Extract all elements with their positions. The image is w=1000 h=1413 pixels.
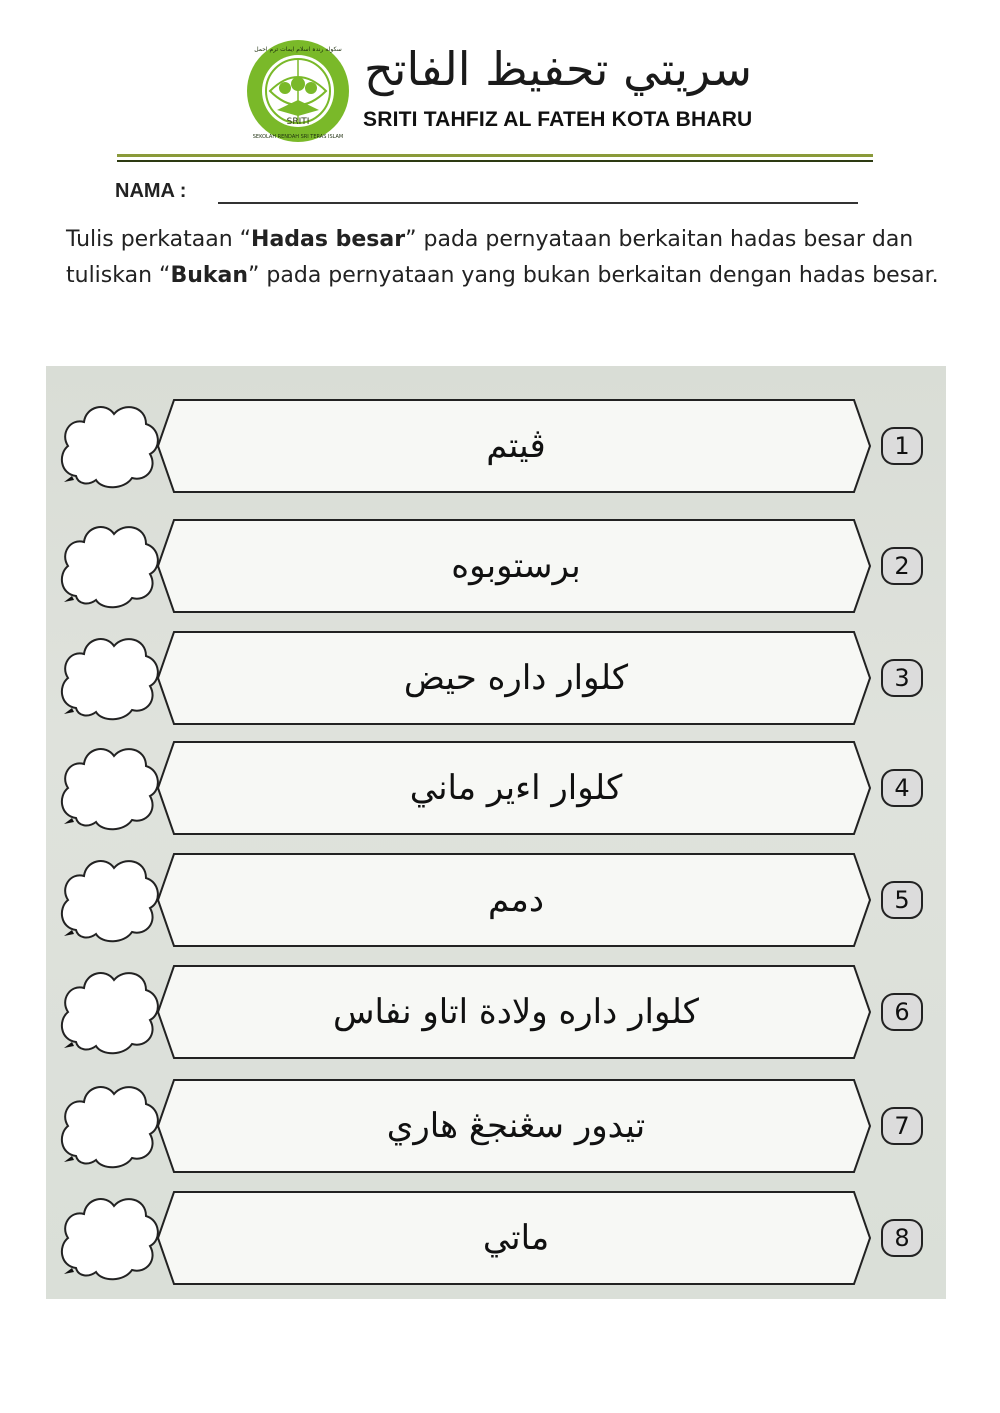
- logo-ring-text-latin: SEKOLAH RENDAH SRI TERAS ISLAM: [252, 134, 344, 140]
- statement-text: تيدور سڠنجڠ هاري: [386, 1106, 646, 1146]
- instructions-part1: Tulis perkataan “: [66, 227, 252, 252]
- answer-cloud-4[interactable]: [54, 738, 164, 838]
- instructions-bold-bukan: Bukan: [170, 263, 249, 288]
- worksheet-photo: [46, 366, 946, 1299]
- statement-row: [46, 738, 946, 838]
- statement-row: [46, 1076, 946, 1176]
- answer-cloud-3[interactable]: [54, 628, 164, 728]
- item-number: 5: [894, 886, 910, 914]
- item-number: 2: [894, 552, 910, 580]
- statement-text: كلوار داره حيض: [403, 658, 629, 698]
- item-number: 1: [894, 432, 910, 460]
- item-number: 7: [894, 1112, 910, 1140]
- answer-cloud-2[interactable]: [54, 516, 164, 616]
- answer-cloud-8[interactable]: [54, 1188, 164, 1288]
- school-logo: [245, 38, 351, 144]
- statement-row: [46, 396, 946, 496]
- statement-text: دمم: [488, 880, 544, 920]
- header: [245, 32, 765, 142]
- answer-cloud-1[interactable]: [54, 396, 164, 496]
- header-divider-bottom: [117, 160, 873, 162]
- logo-ring-text: سکوله رندہ اسلام ایمات ترم احمل: [254, 46, 342, 53]
- statement-row: [46, 1188, 946, 1288]
- statement-row: [46, 628, 946, 728]
- header-divider-top: [117, 154, 873, 157]
- instructions-part2: ” pada pernyataan berkaitan hadas besar dan tuliskan “: [66, 227, 914, 288]
- instructions-bold-hadas-besar: Hadas besar: [251, 227, 406, 252]
- instructions-part3: ” pada pernyataan yang bukan berkaitan dengan hadas besar.: [248, 263, 939, 288]
- instructions: [66, 222, 966, 294]
- item-number: 4: [894, 774, 910, 802]
- answer-cloud-5[interactable]: [54, 850, 164, 950]
- statement-row: [46, 962, 946, 1062]
- answer-cloud-6[interactable]: [54, 962, 164, 1062]
- statement-row: [46, 516, 946, 616]
- statement-text: برستوبوه: [451, 546, 581, 586]
- statement-row: [46, 850, 946, 950]
- name-label: NAMA :: [115, 180, 187, 202]
- statement-text: ڤيتم: [486, 426, 546, 466]
- name-field[interactable]: [218, 202, 858, 204]
- item-number: 6: [894, 998, 910, 1026]
- answer-cloud-7[interactable]: [54, 1076, 164, 1176]
- statement-text: ماتي: [482, 1218, 550, 1258]
- statement-text: كلوار داره ولادة اتاو نفاس: [333, 992, 699, 1032]
- item-number: 3: [894, 664, 910, 692]
- item-number: 8: [894, 1224, 910, 1252]
- arabic-school-title: سريتي تحفيظ الفاتح: [363, 42, 753, 96]
- logo-inner-text: SRITI: [286, 117, 310, 127]
- school-name: SRITI TAHFIZ AL FATEH KOTA BHARU: [363, 108, 753, 131]
- statement-text: كلوار اءير ماني: [409, 768, 623, 808]
